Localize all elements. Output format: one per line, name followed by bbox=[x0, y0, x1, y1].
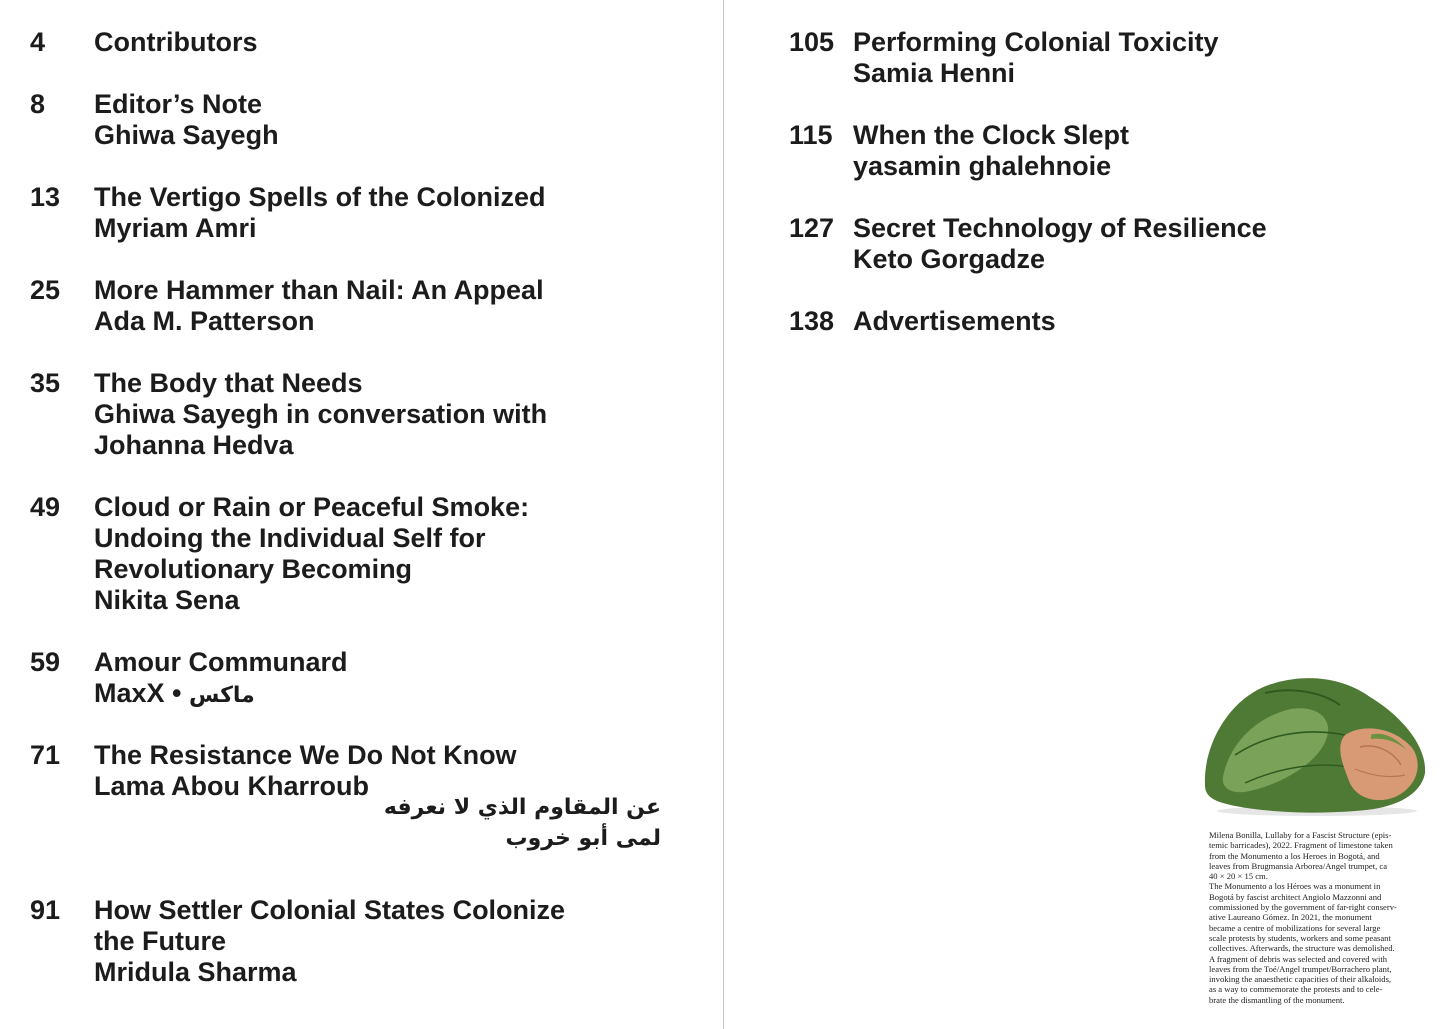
toc-title: Secret Technology of Resilience bbox=[853, 213, 1267, 243]
toc-author: Nikita Sena bbox=[94, 585, 240, 615]
toc-title: Amour Communard bbox=[94, 647, 348, 677]
toc-title: Revolutionary Becoming bbox=[94, 554, 413, 584]
caption-line: temic barricades), 2022. Fragment of limestone taken bbox=[1209, 840, 1393, 851]
toc-title: Cloud or Rain or Peaceful Smoke: bbox=[94, 492, 530, 522]
toc-title: Editor’s Note bbox=[94, 89, 263, 119]
figure-caption bbox=[1209, 830, 1435, 1005]
toc-author-arabic: ماكس bbox=[189, 683, 255, 708]
toc-page-number: 138 bbox=[789, 306, 835, 336]
caption-line: leaves from the Toé/Angel trumpet/Borrachero plant, bbox=[1209, 963, 1392, 974]
toc-page-number: 71 bbox=[30, 740, 61, 770]
toc-page-number: 13 bbox=[30, 182, 61, 212]
caption-line: commissioned by the government of far-right conserv- bbox=[1209, 902, 1397, 913]
toc-author: Myriam Amri bbox=[94, 213, 257, 243]
toc-author: MaxX • bbox=[94, 678, 182, 708]
toc-title: How Settler Colonial States Colonize bbox=[94, 895, 566, 925]
page-gutter-divider bbox=[723, 0, 724, 1029]
toc-page-number: 49 bbox=[30, 492, 61, 522]
caption-line: 40 × 20 × 15 cm. bbox=[1209, 871, 1268, 882]
caption-line: from the Monumento a los Heroes in Bogotá, and bbox=[1209, 850, 1380, 861]
toc-page-number: 115 bbox=[789, 120, 833, 150]
caption-line: A fragment of debris was selected and covered with bbox=[1209, 953, 1388, 964]
toc-author: Mridula Sharma bbox=[94, 957, 297, 987]
toc-title: Contributors bbox=[94, 27, 258, 57]
toc-page-number: 4 bbox=[30, 27, 46, 57]
right-page bbox=[725, 0, 1445, 1029]
toc-title: When the Clock Slept bbox=[853, 120, 1130, 150]
caption-line: scale protests by students, workers and some peasant bbox=[1209, 932, 1391, 943]
arabic-title: عن المقاوم الذي لا نعرفه bbox=[383, 795, 661, 820]
caption-line: Bogotá by fascist architect Angiolo Mazzonni and bbox=[1209, 891, 1382, 902]
toc-page-number: 59 bbox=[30, 647, 61, 677]
toc-author: yasamin ghalehnoie bbox=[853, 151, 1112, 181]
toc-author: Ada M. Patterson bbox=[94, 306, 315, 336]
arabic-author: لمى أبو خروب bbox=[505, 826, 661, 851]
artwork-image bbox=[1195, 665, 1435, 820]
toc-title: Advertisements bbox=[853, 306, 1056, 336]
caption-line: ative Laureano Gómez. In 2021, the monument bbox=[1209, 912, 1372, 923]
toc-title: The Vertigo Spells of the Colonized bbox=[94, 182, 546, 212]
toc-page-number: 127 bbox=[789, 213, 835, 243]
caption-line: invoking the anaesthetic capacities of their alkaloids, bbox=[1209, 974, 1392, 985]
caption-line: collectives. Afterwards, the structure was demolished. bbox=[1209, 943, 1395, 954]
caption-line: became a centre of mobilizations for several large bbox=[1209, 922, 1381, 933]
toc-page-number: 105 bbox=[789, 27, 835, 57]
toc-page-number: 91 bbox=[30, 895, 61, 925]
toc-title: the Future bbox=[94, 926, 226, 956]
toc-title: Undoing the Individual Self for bbox=[94, 523, 486, 553]
caption-line: leaves from Brugmansia Arborea/Angel trumpet, ca bbox=[1209, 860, 1388, 871]
toc-title: Performing Colonial Toxicity bbox=[853, 27, 1219, 57]
toc-author: Ghiwa Sayegh bbox=[94, 120, 279, 150]
toc-author: Keto Gorgadze bbox=[853, 244, 1046, 274]
toc-author: Lama Abou Kharroub bbox=[94, 771, 370, 801]
toc-author: Ghiwa Sayegh in conversation with bbox=[94, 399, 548, 429]
toc-title: The Body that Needs bbox=[94, 368, 363, 398]
caption-line: as a way to commemorate the protests and to cele- bbox=[1209, 984, 1383, 995]
toc-page-number: 25 bbox=[30, 275, 61, 305]
toc-author: Samia Henni bbox=[853, 58, 1016, 88]
caption-line: brate the dismantling of the monument. bbox=[1209, 994, 1345, 1005]
toc-page-number: 8 bbox=[30, 89, 46, 119]
arabic-title-block bbox=[384, 792, 661, 854]
toc-author-row bbox=[94, 678, 348, 709]
toc-title: The Resistance We Do Not Know bbox=[94, 740, 517, 770]
caption-line: Milena Bonilla, Lullaby for a Fascist Structure (epis- bbox=[1209, 830, 1392, 840]
toc-author: Johanna Hedva bbox=[94, 430, 294, 460]
toc-title: More Hammer than Nail: An Appeal bbox=[94, 275, 544, 305]
toc-page-number: 35 bbox=[30, 368, 61, 398]
caption-line: The Monumento a los Héroes was a monument in bbox=[1209, 881, 1381, 892]
